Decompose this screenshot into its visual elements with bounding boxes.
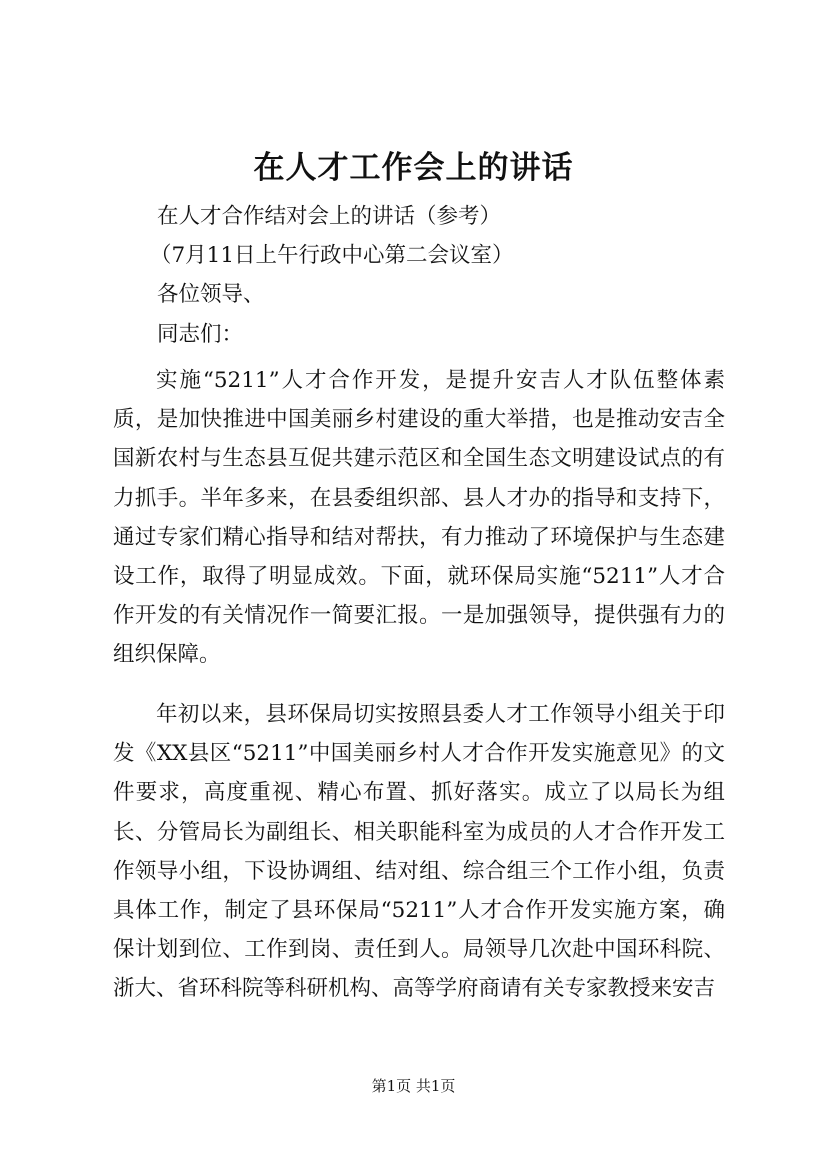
meeting-info: （7月11日上午行政中心第二会议室） — [150, 243, 514, 268]
page-footer: 第1页 共1页 — [371, 1077, 456, 1095]
body-paragraph-2: 年初以来，县环保局切实按照县委人才工作领导小组关于印发《XX县区“5211”中国美丽乡村人才合作开发实施意见》的文件要求，高度重视、精心布置、抓好落实。成立了以局长为组长、分管局长为副组长、相关职能科室为成员的人才合作开发工作领导小组，下设协调组、结对组、综合组三个工作小组，负责具体工作，制定了县环保局“5211”人才合作开发实施方案，确保计划到位、工作到岗、责任到人。局领导几次赴中国环科院、浙大、省环科院等科研机构、高等学府商请有关专家教授来安吉 — [113, 702, 725, 1002]
salutation-comrades: 同志们： — [157, 322, 244, 347]
document-title: 在人才工作会上的讲话 — [253, 150, 574, 186]
salutation-leaders: 各位领导、 — [157, 282, 265, 307]
document-subtitle: 在人才合作结对会上的讲话（参考） — [157, 204, 502, 229]
body-paragraph-1: 实施“5211”人才合作开发，是提升安吉人才队伍整体素质，是加快推进中国美丽乡村建设的重大举措，也是推动安吉全国新农村与生态县互促共建示范区和全国生态文明建设试点的有力抓手。半年多来，在县委组织部、县人才办的指导和支持下，通过专家们精心指导和结对帮扶，有力推动了环境保护与生态建设工作，取得了明显成效。下面，就环保局实施“5211”人才合作开发的有关情况作一简要汇报。一是加强领导，提供强有力的组织保障。 — [113, 368, 725, 668]
